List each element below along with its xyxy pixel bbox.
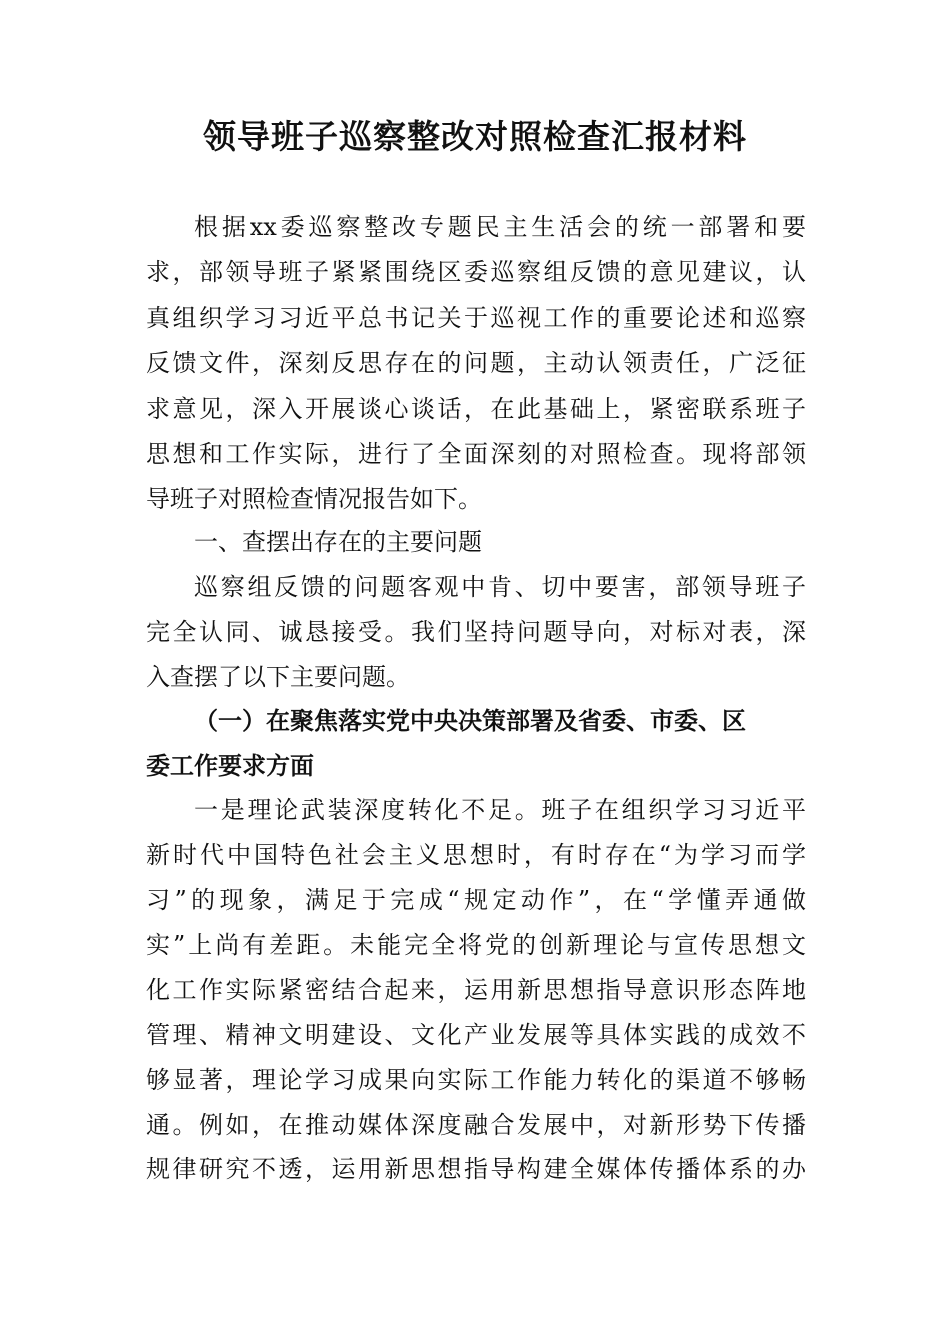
paragraph-line: 求，部领导班子紧紧围绕区委巡察组反馈的意见建议，认	[146, 258, 806, 286]
paragraph-line: 真组织学习习近平总书记关于巡视工作的重要论述和巡察	[146, 304, 806, 332]
subsection-heading: 委工作要求方面	[146, 751, 314, 780]
paragraph-line: 求意见，深入开展谈心谈话，在此基础上，紧密联系班子	[146, 395, 806, 423]
paragraph-line: 习”的现象，满足于完成“规定动作”，在“学懂弄通做	[146, 886, 806, 914]
paragraph-line: 反馈文件，深刻反思存在的问题，主动认领责任，广泛征	[146, 349, 806, 377]
paragraph-line: 导班子对照检查情况报告如下。	[146, 485, 482, 513]
paragraph-line: 实”上尚有差距。未能完全将党的创新理论与宣传思想文	[146, 931, 806, 959]
paragraph-line: 规律研究不透，运用新思想指导构建全媒体传播体系的办	[146, 1155, 806, 1183]
paragraph-line: 化工作实际紧密结合起来，运用新思想指导意识形态阵地	[146, 976, 806, 1004]
paragraph-line: 通。例如，在推动媒体深度融合发展中，对新形势下传播	[146, 1111, 806, 1139]
paragraph-line: 管理、精神文明建设、文化产业发展等具体实践的成效不	[146, 1021, 806, 1049]
paragraph-line: 思想和工作实际，进行了全面深刻的对照检查。现将部领	[146, 440, 806, 468]
paragraph-line: 够显著，理论学习成果向实际工作能力转化的渠道不够畅	[146, 1066, 806, 1094]
paragraph-line: 完全认同、诚恳接受。我们坚持问题导向，对标对表，深	[146, 618, 806, 646]
document-title: 领导班子巡察整改对照检查汇报材料	[203, 117, 747, 156]
paragraph-line: 一是理论武装深度转化不足。班子在组织学习习近平	[194, 796, 806, 824]
subsection-heading: （一）在聚焦落实党中央决策部署及省委、市委、区	[194, 706, 746, 735]
paragraph-line: 巡察组反馈的问题客观中肯、切中要害，部领导班子	[194, 573, 806, 601]
section-heading: 一、查摆出存在的主要问题	[194, 528, 482, 556]
paragraph-line: 根据xx委巡察整改专题民主生活会的统一部署和要	[194, 213, 806, 241]
paragraph-line: 新时代中国特色社会主义思想时，有时存在“为学习而学	[146, 841, 806, 869]
paragraph-line: 入查摆了以下主要问题。	[146, 663, 410, 691]
